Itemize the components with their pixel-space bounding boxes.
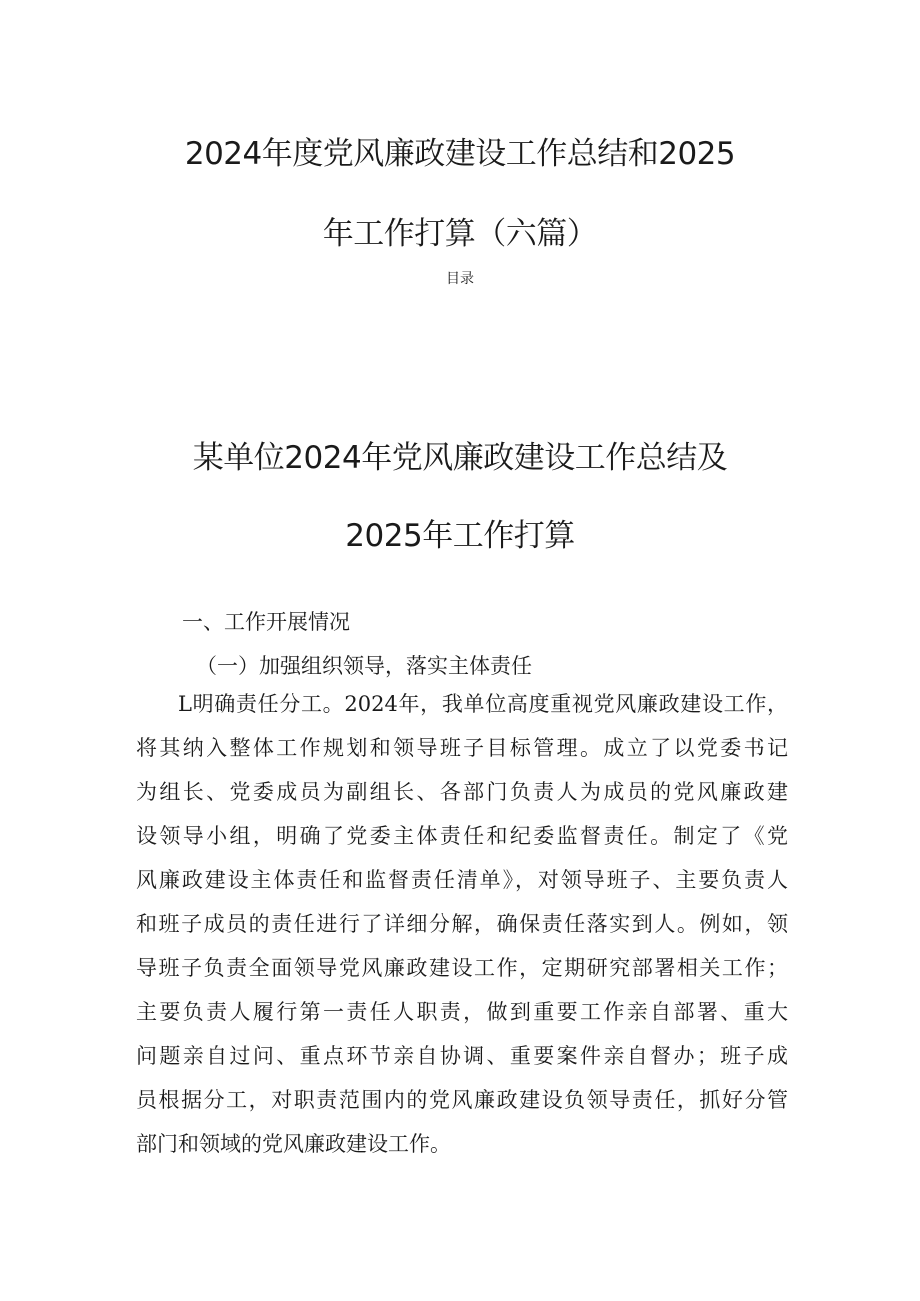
document-title-line-2: 年工作打算（六篇） (322, 216, 598, 252)
article-title-line-1: 某单位2024年党风廉政建设工作总结及 (192, 440, 728, 476)
paragraph-line: 主要负责人履行第一责任人职责，做到重要工作亲自部署、重大 (136, 1000, 788, 1024)
paragraph-line: 员根据分工，对职责范围内的党风廉政建设负领导责任，抓好分管 (136, 1088, 788, 1112)
article-title-line-2: 2025年工作打算 (345, 518, 575, 554)
document-title-line-1: 2024年度党风廉政建设工作总结和2025 (184, 136, 736, 172)
paragraph-line: L明确责任分工。2024年，我单位高度重视党风廉政建设工作， (178, 692, 788, 716)
paragraph-line: 将其纳入整体工作规划和领导班子目标管理。成立了以党委书记 (136, 736, 788, 760)
paragraph-line: 和班子成员的责任进行了详细分解，确保责任落实到人。例如，领 (136, 912, 788, 936)
paragraph-line: 设领导小组，明确了党委主体责任和纪委监督责任。制定了《党 (136, 824, 788, 848)
paragraph-line: 风廉政建设主体责任和监督责任清单》，对领导班子、主要负责人 (136, 868, 788, 892)
paragraph-line: 导班子负责全面领导党风廉政建设工作，定期研究部署相关工作； (136, 956, 788, 980)
paragraph-line: 部门和领域的党风廉政建设工作。 (136, 1132, 451, 1156)
paragraph-line: 问题亲自过问、重点环节亲自协调、重要案件亲自督办；班子成 (136, 1044, 788, 1068)
toc-label: 目录 (446, 271, 474, 287)
subsection-heading: （一）加强组织领导，落实主体责任 (196, 654, 532, 678)
paragraph-line: 为组长、党委成员为副组长、各部门负责人为成员的党风廉政建 (136, 780, 788, 804)
section-heading: 一、工作开展情况 (182, 610, 350, 634)
